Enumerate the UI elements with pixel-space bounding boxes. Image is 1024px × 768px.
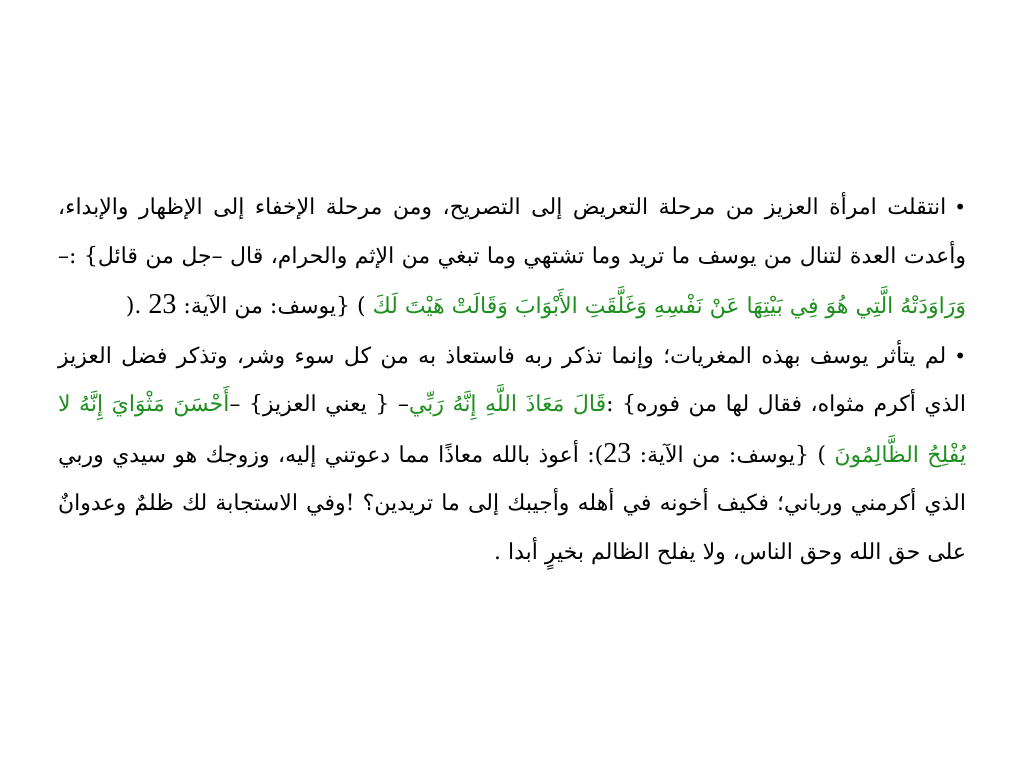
verse-number-1: 23: [148, 289, 177, 320]
bullet-icon: •: [954, 343, 966, 368]
quran-verse-1: وَرَاوَدَتْهُ الَّتِي هُوَ فِي بَيْتِهَا عَنْ نَفْسِهِ وَغَلَّقَتِ الأَبْوَابَ وَقَالَتْ هَيْتَ لَكَ: [372, 294, 966, 319]
quran-verse-2b: أَحْسَنَ مَثْوَايَ إِنَّهُ لا يُفْلِحُ الظَّالِمُونَ: [58, 392, 967, 468]
paragraph-2: [58, 332, 966, 578]
quran-verse-2a: قَالَ مَعَاذَ اللَّهِ إِنَّهُ رَبِّي: [408, 392, 607, 417]
slide-text-body: [58, 183, 966, 577]
paragraph-2-text-e: أعوذ بالله معاذًا مما دعوتني إليه، وزوجك هو سيدي وربي الذي أكرمني ورباني؛ فكيف أخونه في أهله وأجيبك إلى ما تريدين؟ !وفي الاستجابة لك ظلمٌ وعدوانٌ على حق الله وحق الناس، ولا يفلح الظالم بخيرٍ أبدا .: [58, 442, 966, 565]
verse-number-2: 23: [603, 437, 632, 469]
paragraph-1: [58, 183, 966, 332]
paragraph-2-text-d: ):: [587, 442, 604, 468]
paragraph-2-text-b: – { يعني العزيز} –: [229, 392, 409, 417]
paragraph-2-text-c: ) {يوسف: من الآية:: [639, 442, 826, 468]
paragraph-2-text-a: لم يتأثر يوسف بهذه المغريات؛ وإنما تذكر ربه فاستعاذ به من كل سوء وشر، وتذكر فضل العزيز الذي أكرم مثواه، فقال لها من فوره} :: [58, 343, 966, 417]
paragraph-1-text-c: .(: [125, 294, 142, 319]
paragraph-1-text-a: انتقلت امرأة العزيز من مرحلة التعريض إلى التصريح، ومن مرحلة الإخفاء إلى الإظهار والإبداء، وأعدت العدة لتنال من يوسف ما تريد وما تشتهي وما تبغي من الإثم والحرام، قال –جل من قائل} :–: [58, 195, 967, 269]
paragraph-1-text-b: ) {يوسف: من الآية:: [183, 294, 366, 319]
bullet-icon: •: [954, 195, 966, 219]
